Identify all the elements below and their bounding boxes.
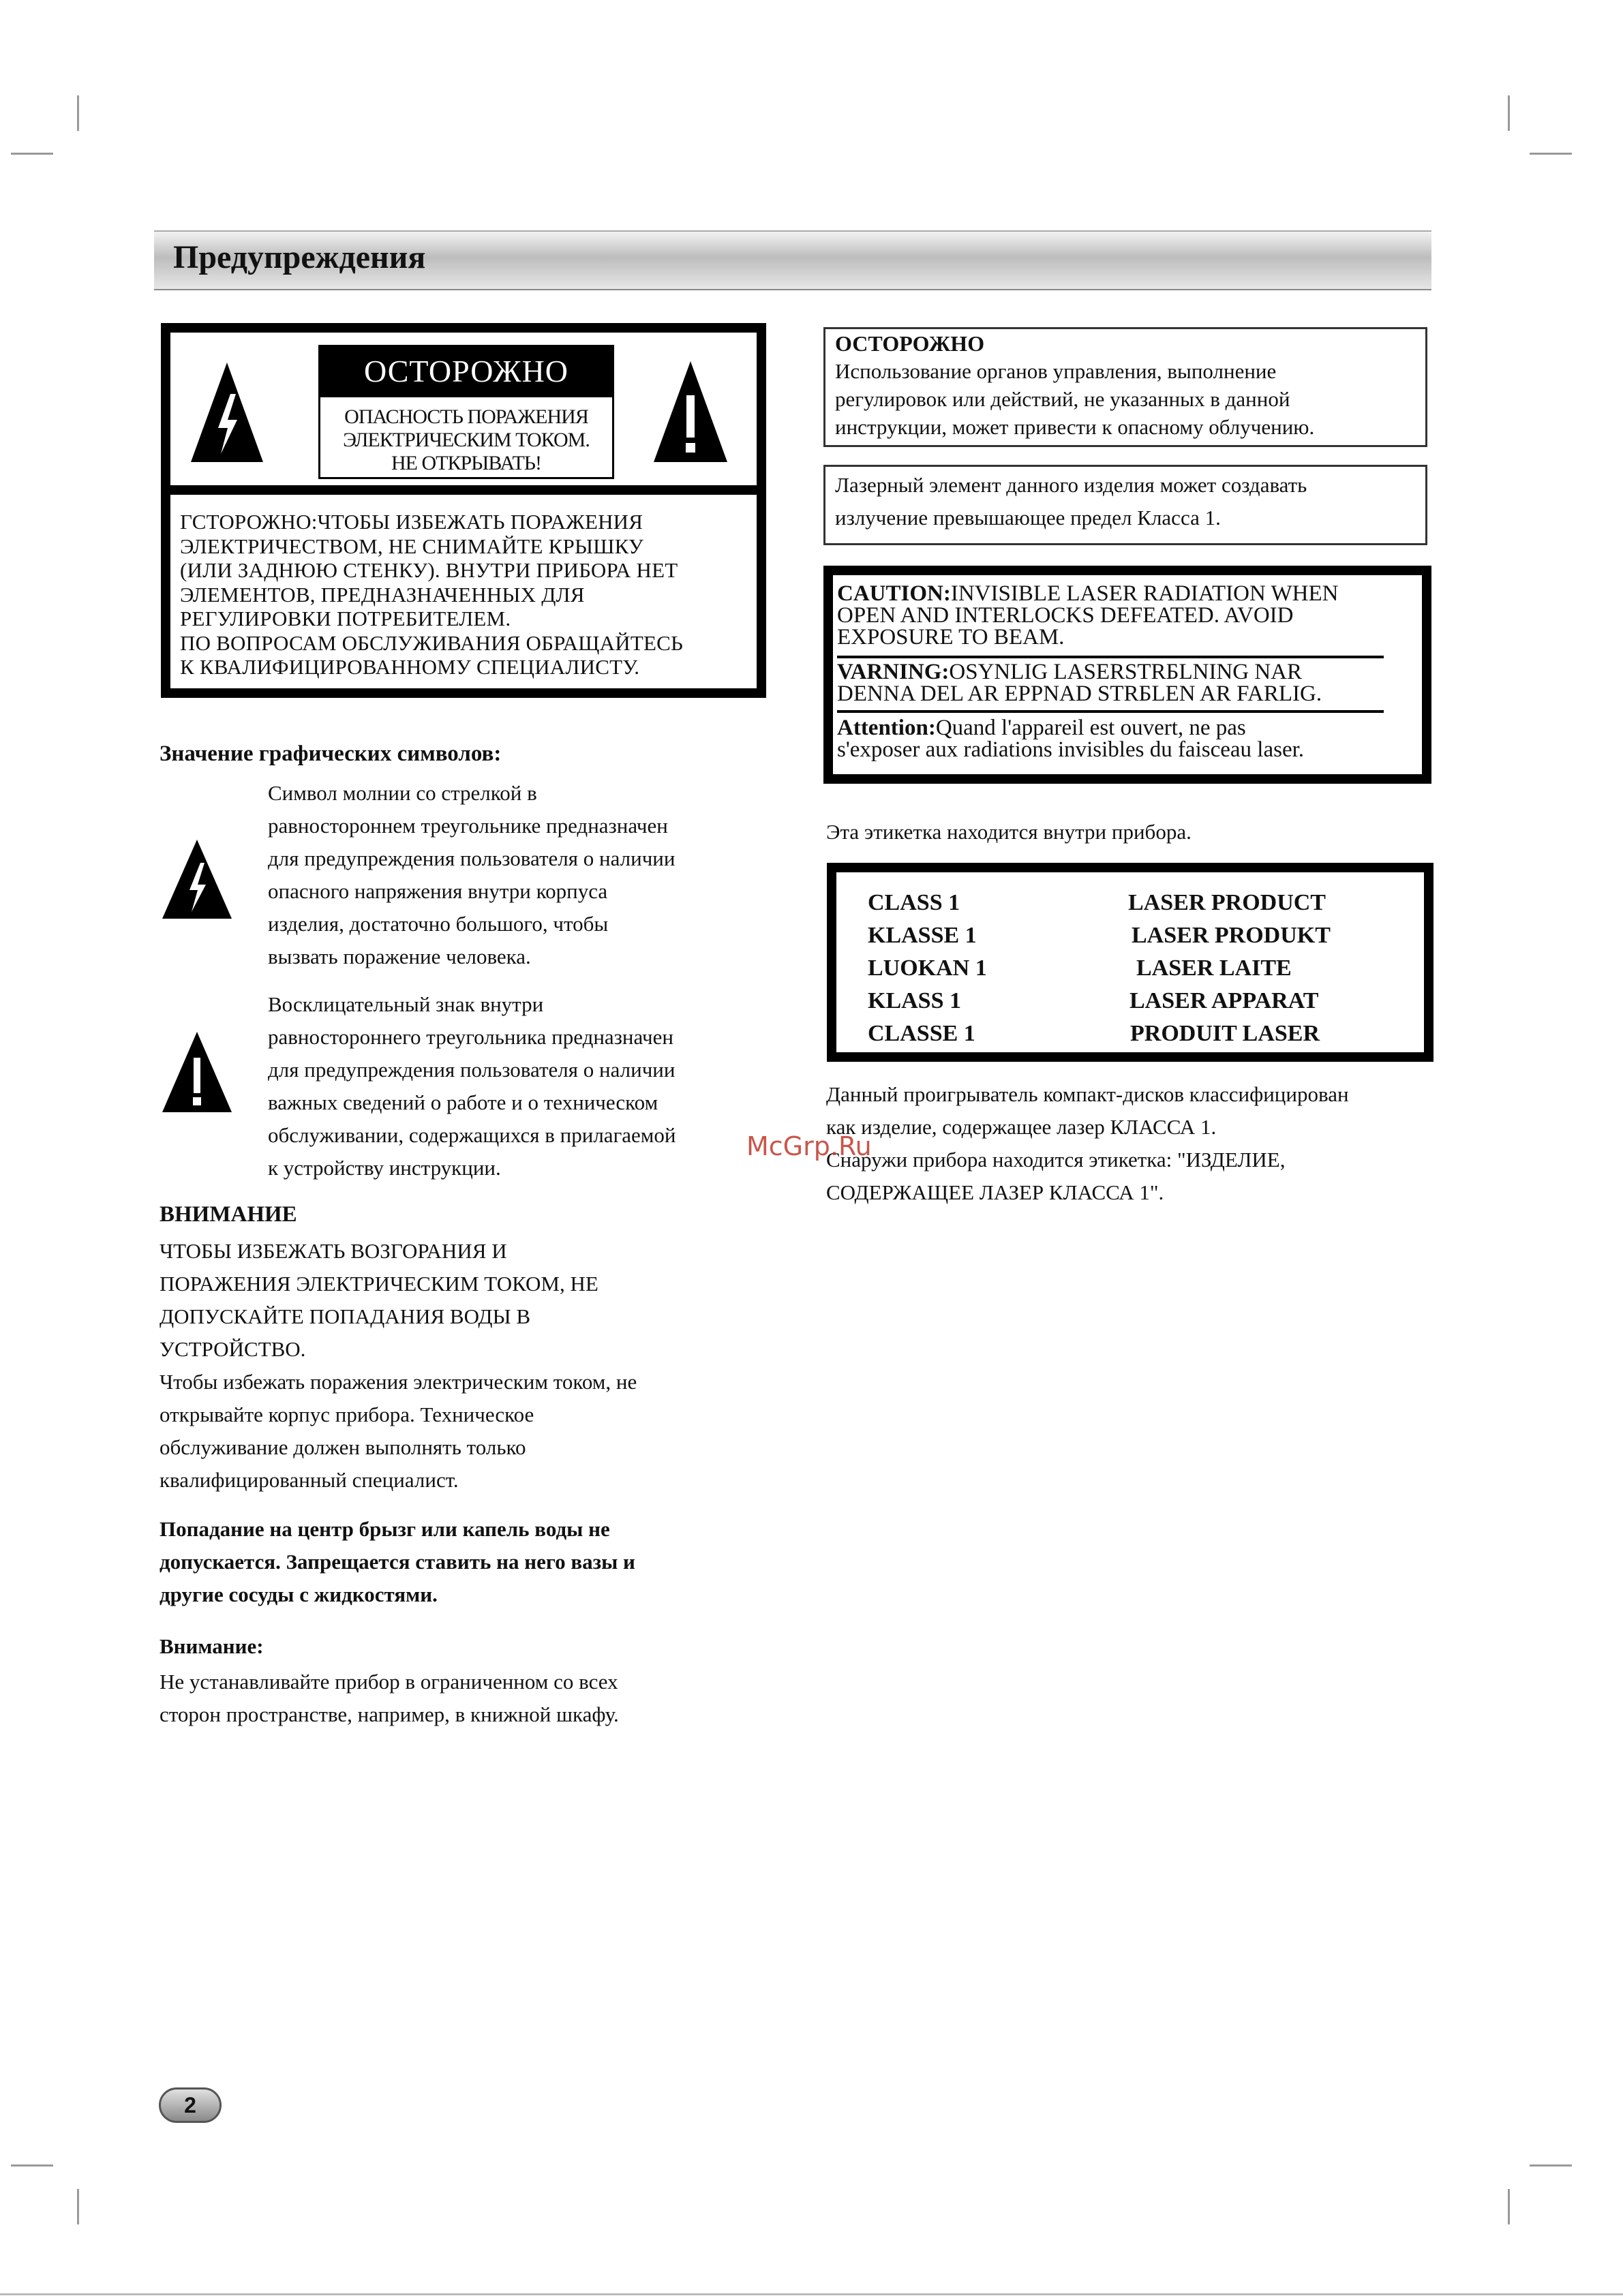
lightning-triangle-icon <box>161 838 233 920</box>
text-line: УСТРОЙСТВО. <box>160 1337 306 1361</box>
attention-caps-text <box>160 1235 773 1366</box>
text-line: важных сведений о работе и о техническом <box>268 1090 658 1114</box>
text-line: обслуживание должен выполнять только <box>160 1435 526 1459</box>
note-heading: Внимание: <box>160 1634 264 1658</box>
text-line: Символ молнии со стрелкой в <box>268 781 537 805</box>
exclamation-description <box>268 988 786 1184</box>
text-line: вызвать поражение человека. <box>268 945 531 968</box>
exclamation-triangle-icon <box>161 1030 233 1114</box>
class-label-right: PRODUIT LASER <box>1130 1021 1320 1046</box>
warning-line: (ИЛИ ЗАДНЮЮ СТЕНКУ). ВНУТРИ ПРИБОРА НЕТ <box>180 558 678 582</box>
crop-mark <box>77 95 79 131</box>
label-location-note: Эта этикетка находится внутри прибора. <box>826 820 1192 844</box>
crop-mark <box>11 153 53 155</box>
text-line: равностороннего треугольника предназначен <box>268 1025 673 1049</box>
warning-box-divider <box>161 485 766 495</box>
text-line: OSYNLIG LASERSTRБLNING NAR <box>949 660 1303 684</box>
warning-line: ЭЛЕКТРИЧЕСТВОМ, НЕ СНИМАЙТЕ КРЫШКУ <box>180 534 644 558</box>
water-warning-text <box>160 1513 773 1611</box>
text-line: ДОПУСКАЙТЕ ПОПАДАНИЯ ВОДЫ В <box>160 1304 531 1328</box>
text-line: INVISIBLE LASER RADIATION WHEN <box>950 581 1339 606</box>
caution-sub-line: ЭЛЕКТРИЧЕСКИМ ТОКОМ. <box>343 429 590 451</box>
laser-varning-text <box>837 661 1423 705</box>
class-label-right: LASER LAITE <box>1136 955 1292 981</box>
text-line: открывайте корпус прибора. Техническое <box>160 1403 534 1426</box>
laser-element-text <box>835 469 1421 534</box>
crop-mark <box>1508 95 1510 131</box>
label-divider <box>837 710 1384 713</box>
text-line: Использование органов управления, выполнение <box>835 359 1277 383</box>
text-line: инструкции, может привести к опасному облучению. <box>835 415 1315 439</box>
class-label-left: CLASSE 1 <box>868 1021 975 1046</box>
text-line: регулировок или действий, не указанных в данной <box>835 387 1290 411</box>
warning-line: ЭЛЕМЕНТОВ, ПРЕДНАЗНАЧЕННЫХ ДЛЯ <box>180 582 585 607</box>
text-line: Лазерный элемент данного изделия может создавать <box>835 473 1307 497</box>
text-line: Восклицательный знак внутри <box>268 992 544 1016</box>
crop-mark <box>1508 2189 1510 2224</box>
text-line: опасного напряжения внутри корпуса <box>268 879 608 903</box>
class-label-right: LASER APPARAT <box>1129 988 1319 1013</box>
caution-sub-line: НЕ ОТКРЫВАТЬ! <box>391 452 542 474</box>
page-title: Предупреждения <box>173 239 426 275</box>
bottom-edge-line <box>0 2293 1623 2295</box>
radiation-caution-heading: ОСТОРОЖНО <box>835 331 985 356</box>
class-label-left: KLASS 1 <box>868 988 961 1013</box>
class-label-right: LASER PRODUCT <box>1128 890 1326 915</box>
lightning-triangle-icon <box>189 361 264 463</box>
lightning-description <box>268 777 772 973</box>
page-number-badge: 2 <box>159 2087 222 2123</box>
text-line: EXPOSURE TO BEAM. <box>837 625 1065 649</box>
text-line: изделия, достаточно большого, чтобы <box>268 912 609 936</box>
attention-label: Attention: <box>837 716 936 740</box>
text-line: обслуживании, содержащихся в прилагаемой <box>268 1123 676 1147</box>
text-line: Снаружи прибора находится этикетка: "ИЗДЕЛИЕ, <box>826 1148 1286 1172</box>
laser-attention-text <box>837 717 1423 761</box>
caution-label: CAUTION: <box>837 581 951 606</box>
text-line: DENNA DEL AR EPPNAD STRБLEN AR FARLIG. <box>837 682 1322 706</box>
text-line: для предупреждения пользователя о наличии <box>268 846 676 870</box>
warning-line: ПО ВОПРОСАМ ОБСЛУЖИВАНИЯ ОБРАЩАЙТЕСЬ <box>180 630 683 655</box>
text-line: к устройству инструкции. <box>268 1156 501 1180</box>
symbols-heading: Значение графических символов: <box>160 741 502 766</box>
text-line: Попадание на центр брызг или капель воды не <box>160 1517 610 1541</box>
text-line: сторон пространстве, например, в книжной шкафу. <box>160 1702 619 1726</box>
class-label-left: KLASSE 1 <box>868 923 977 948</box>
text-line: OPEN AND INTERLOCKS DEFEATED. AVOID <box>837 603 1294 628</box>
text-line: Quand l'appareil est ouvert, ne pas <box>935 716 1246 740</box>
text-line: Не устанавливайте прибор в ограниченном со всех <box>160 1670 618 1694</box>
varning-label: VARNING: <box>837 660 950 684</box>
text-line: s'exposer aux radiations invisibles du faisceau laser. <box>837 737 1305 762</box>
crop-mark <box>1530 153 1572 155</box>
text-line: ПОРАЖЕНИЯ ЭЛЕКТРИЧЕСКИМ ТОКОМ, НЕ <box>160 1272 598 1296</box>
text-line: квалифицированный специалист. <box>160 1468 459 1492</box>
text-line: СОДЕРЖАЩЕЕ ЛАЗЕР КЛАССА 1". <box>826 1180 1164 1204</box>
text-line: другие сосуды с жидкостями. <box>160 1582 438 1606</box>
crop-mark <box>1530 2164 1572 2167</box>
text-line: ЧТОБЫ ИЗБЕЖАТЬ ВОЗГОРАНИЯ И <box>160 1239 507 1263</box>
text-line: Данный проигрыватель компакт-дисков классифицирован <box>826 1082 1349 1106</box>
text-line: для предупреждения пользователя о наличии <box>268 1058 676 1082</box>
crop-mark <box>11 2164 53 2167</box>
watermark: McGrp.Ru <box>746 1131 872 1161</box>
exclamation-triangle-icon <box>652 360 729 463</box>
text-line: как изделие, содержащее лазер КЛАССА 1. <box>826 1115 1217 1139</box>
note-text <box>160 1666 773 1731</box>
class-label-right: LASER PRODUKT <box>1132 923 1331 948</box>
warning-line: ГСТОРОЖНО:ЧТОБЫ ИЗБЕЖАТЬ ПОРАЖЕНИЯ <box>180 510 643 534</box>
laser-caution-text <box>837 583 1423 648</box>
classification-text <box>826 1078 1440 1209</box>
text-line: допускается. Запрещается ставить на него вазы и <box>160 1550 635 1574</box>
caution-heading: ОСТОРОЖНО <box>318 345 614 397</box>
attention-heading: ВНИМАНИЕ <box>160 1202 297 1227</box>
shock-warning-text <box>180 510 759 679</box>
class-label-left: CLASS 1 <box>868 890 960 915</box>
caution-sub-line: ОПАСНОСТЬ ПОРАЖЕНИЯ <box>344 405 588 428</box>
text-line: излучение превышающее предел Класса 1. <box>835 506 1221 530</box>
text-line: Чтобы избежать поражения электрическим током, не <box>160 1370 637 1394</box>
warning-line: К КВАЛИФИЦИРОВАННОМУ СПЕЦИАЛИСТУ. <box>180 655 640 679</box>
crop-mark <box>77 2189 79 2224</box>
warning-line: РЕГУЛИРОВКИ ПОТРЕБИТЕЛЕМ. <box>180 607 511 630</box>
radiation-caution-text <box>835 357 1421 441</box>
text-line: равностороннем треугольнике предназначен <box>268 814 668 838</box>
caution-subtext <box>318 397 614 479</box>
attention-body-text <box>160 1366 773 1497</box>
label-divider <box>837 656 1384 658</box>
class-label-left: LUOKAN 1 <box>868 955 987 981</box>
